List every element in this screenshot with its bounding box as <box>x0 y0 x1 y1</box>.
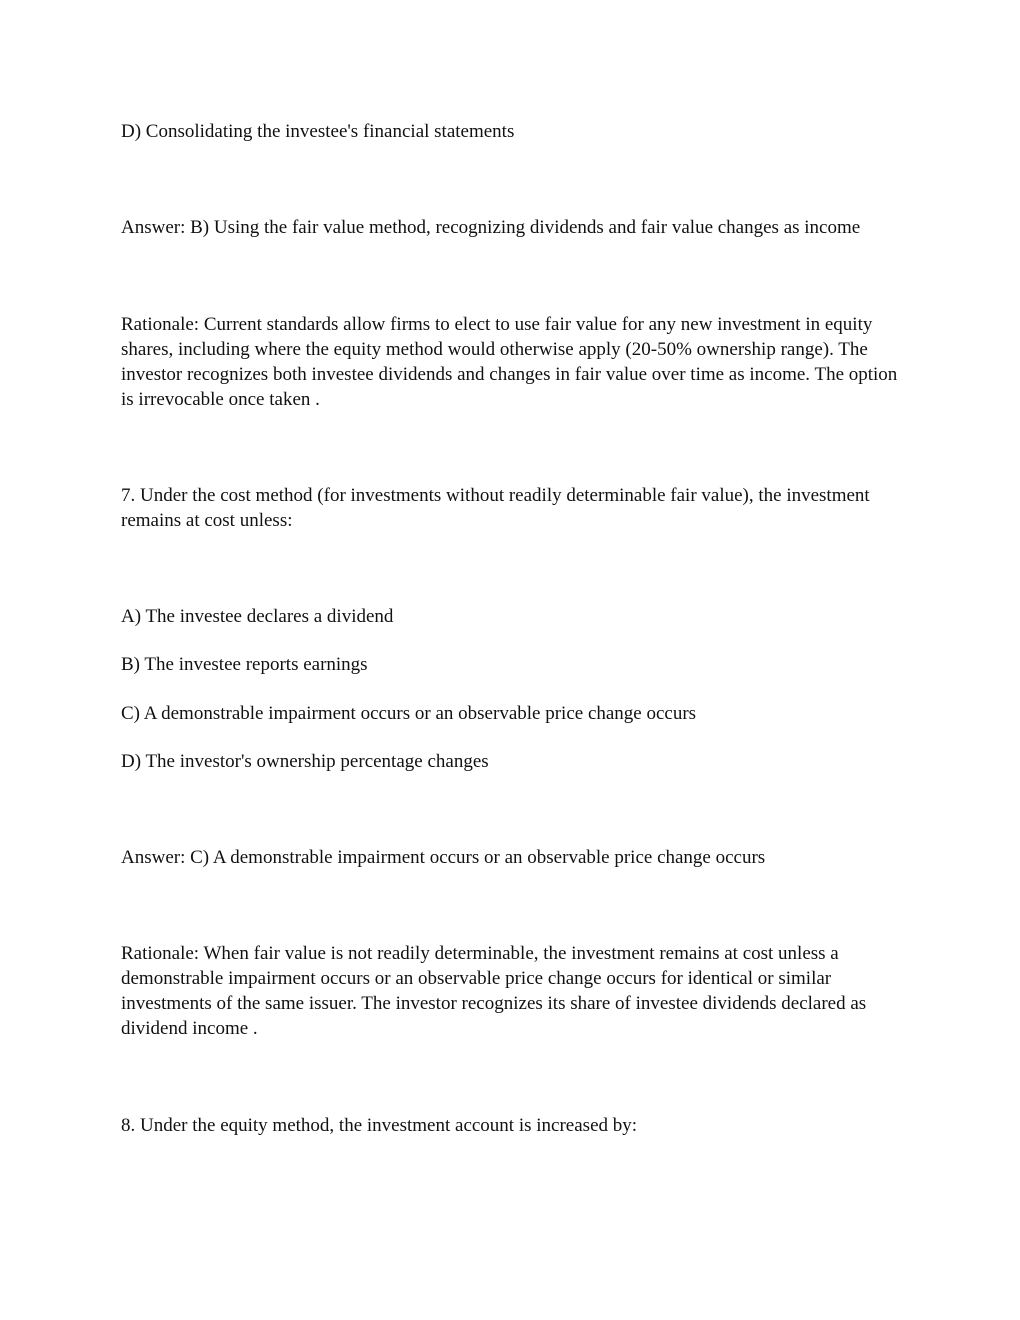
answer-q7: Answer: C) A demonstrable impairment occurs or an observable price change occurs <box>121 847 766 868</box>
answer-q6: Answer: B) Using the fair value method, recognizing dividends and fair value changes as income <box>121 217 861 238</box>
q7-option-b: B) The investee reports earnings <box>121 654 368 675</box>
q7-option-a: A) The investee declares a dividend <box>121 606 394 627</box>
question-7: 7. Under the cost method (for investments without readily determinable fair value), the investment remains at cost unless: <box>121 485 870 531</box>
q7-option-c: C) A demonstrable impairment occurs or an observable price change occurs <box>121 703 697 724</box>
question-8: 8. Under the equity method, the investment account is increased by: <box>121 1115 638 1136</box>
rationale-q7: Rationale: When fair value is not readily determinable, the investment remains at cost unless a demonstrable impairment occurs or an observable price change occurs for identical or similar investments of the same issuer. The investor recognizes its share of investee dividends declared as dividend income . <box>121 943 867 1039</box>
q7-option-d: D) The investor's ownership percentage changes <box>121 751 489 772</box>
rationale-q6: Rationale: Current standards allow firms to elect to use fair value for any new investment in equity shares, including where the equity method would otherwise apply (20-50% ownership range). The investor recognizes both investee dividends and changes in fair value over time as income. The option is irrevocable once taken . <box>121 314 898 410</box>
prev-question-option-d: D) Consolidating the investee's financial statements <box>121 121 515 142</box>
